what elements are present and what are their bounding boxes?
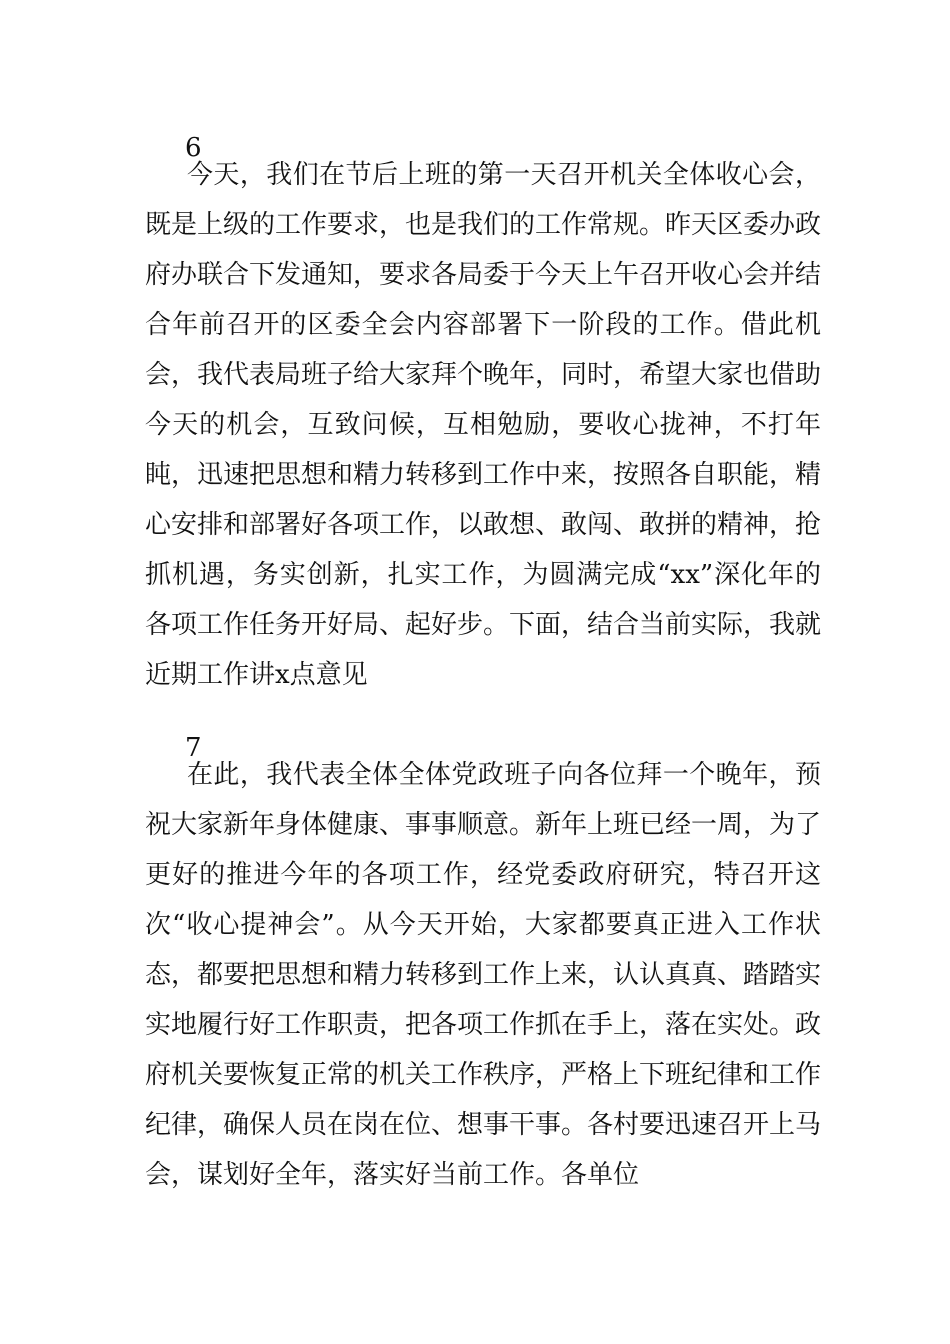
section-paragraph: 在此，我代表全体全体党政班子向各位拜一个晚年，预祝大家新年身体健康、事事顺意。新年上班已经一周，为了更好的推进今年的各项工作，经党委政府研究，特召开这次“收心提神会”。从今天开始，大家都要真正进入工作状态，都要把思想和精力转移到工作上来，认认真真、踏踏实实地履行好工作职责，把各项工作抓在手上，落在实处。政府机关要恢复正常的机关工作秩序，严格上下班纪律和工作纪律，确保人员在岗在位、想事干事。各村要迅速召开上马会，谋划好全年，落实好当前工作。各单位 (145, 760, 822, 1190)
section-number: 6 (185, 133, 202, 163)
section-paragraph: 今天，我们在节后上班的第一天召开机关全体收心会，既是上级的工作要求，也是我们的工作常规。昨天区委办政府办联合下发通知，要求各局委于今天上午召开收心会并结合年前召开的区委全会内容部署下一阶段的工作。借此机会，我代表局班子给大家拜个晚年，同时，希望大家也借助今天的机会，互致问候，互相勉励，要收心拢神，不打年盹，迅速把思想和精力转移到工作中来，按照各自职能，精心安排和部署好各项工作，以敢想、敢闯、敢拼的精神，抢抓机遇，务实创新，扎实工作，为圆满完成“xx”深化年的各项工作任务开好局、起好步。下面，结合当前实际，我就近期工作讲x点意见 (145, 160, 822, 690)
section-number: 7 (185, 733, 202, 763)
